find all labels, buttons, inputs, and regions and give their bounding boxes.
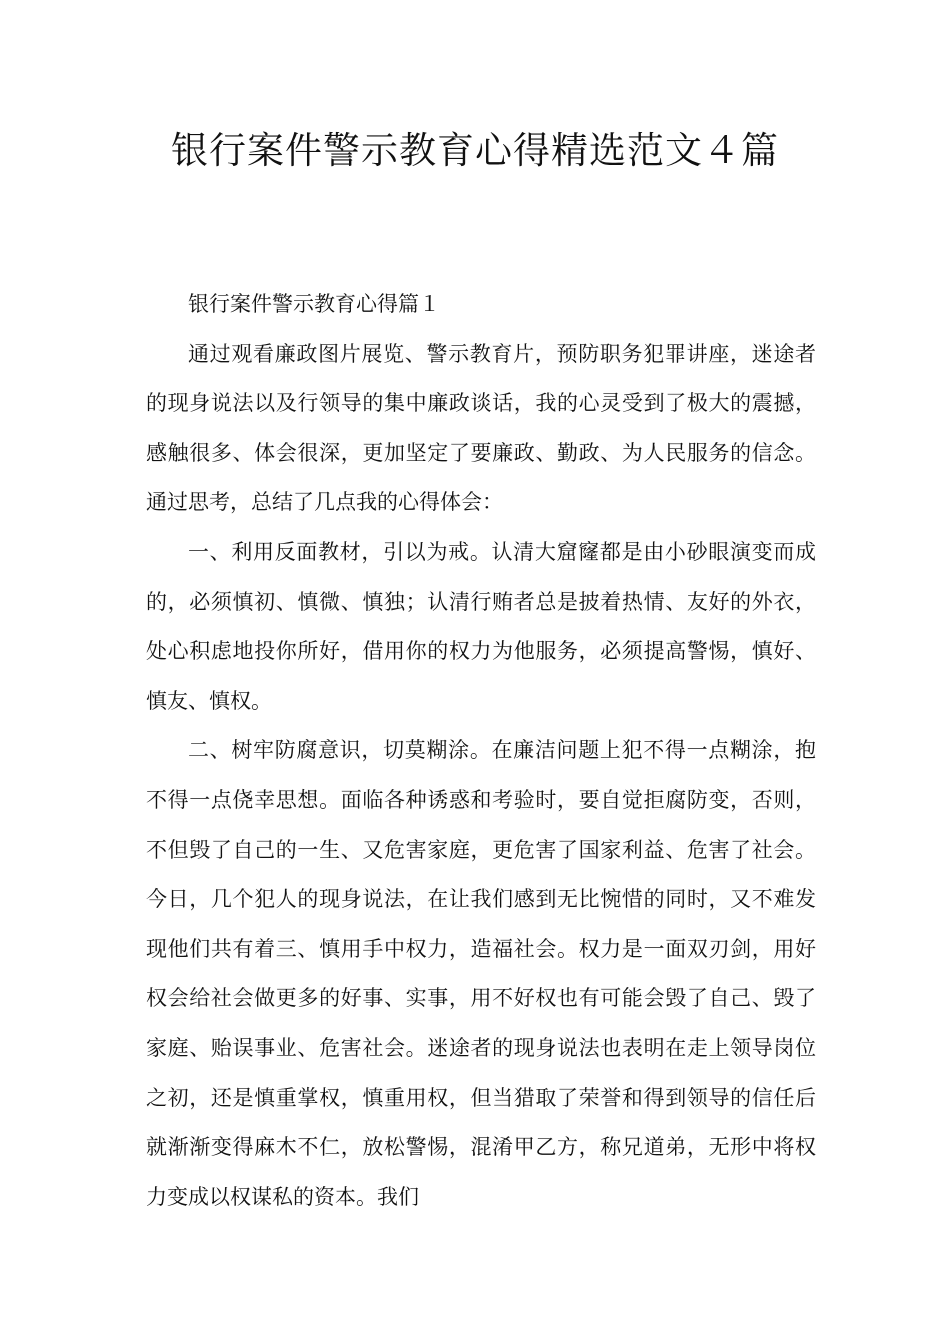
paragraph-intro: 通过观看廉政图片展览、警示教育片，预防职务犯罪讲座，迷途者的现身说法以及行领导的集中廉政谈话，我的心灵受到了极大的震撼，感触很多、体会很深，更加坚定了要廉政、勤政、为人民服务的信念。通过思考，总结了几点我的心得体会： [146,341,816,515]
document-body [146,280,816,1222]
section-heading: 银行案件警示教育心得篇１ [188,292,440,316]
document-title: 银行案件警示教育心得精选范文４篇 [171,129,779,172]
paragraph-point-one: 一、利用反面教材，引以为戒。认清大窟窿都是由小砂眼演变而成的，必须慎初、慎微、慎独；认清行贿者总是披着热情、友好的外衣，处心积虑地投你所好，借用你的权力为他服务，必须提高警惕，慎好、慎友、慎权。 [146,539,816,713]
paragraph-point-two: 二、树牢防腐意识，切莫糊涂。在廉洁问题上犯不得一点糊涂，抱不得一点侥幸思想。面临各种诱惑和考验时，要自觉拒腐防变，否则，不但毁了自己的一生、又危害家庭，更危害了国家利益、危害了社会。今日，几个犯人的现身说法，在让我们感到无比惋惜的同时，又不难发现他们共有着三、慎用手中权力，造福社会。权力是一面双刃剑，用好权会给社会做更多的好事、实事，用不好权也有可能会毁了自己、毁了家庭、贻误事业、危害社会。迷途者的现身说法也表明在走上领导岗位之初，还是慎重掌权，慎重用权，但当猎取了荣誉和得到领导的信任后就渐渐变得麻木不仁，放松警惕，混淆甲乙方，称兄道弟，无形中将权力变成以权谋私的资本。我们 [146,738,816,1209]
